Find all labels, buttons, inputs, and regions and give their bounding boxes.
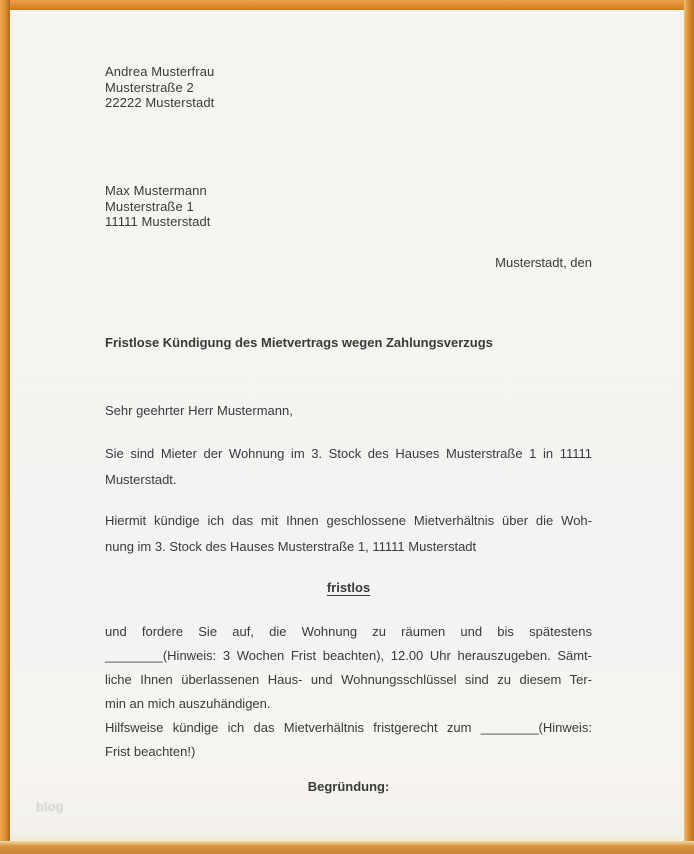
paragraph-line: und fordere Sie auf, die Wohnung zu räumen und bis spätestens (105, 624, 592, 639)
paragraph-line-with-blank: Hilfsweise kündige ich das Mietverhältnis fristgerecht zum ________(Hinweis: (105, 720, 592, 735)
paragraph-line: Frist beachten!) (105, 744, 196, 759)
frame-edge-right (684, 0, 694, 854)
paragraph-line: liche Ihnen überlassenen Haus- und Wohnungsschlüssel sind zu diesem Ter- (105, 672, 592, 687)
recipient-address-block (105, 183, 211, 230)
paragraph-line: Sie sind Mieter der Wohnung im 3. Stock des Hauses Musterstraße 1 in 11111 (105, 446, 592, 461)
sender-city: 22222 Musterstadt (105, 95, 215, 110)
blog-watermark: blog (35, 798, 64, 815)
sender-street: Musterstraße 2 (105, 79, 194, 95)
subject-line: Fristlose Kündigung des Mietvertrags wegen Zahlungsverzugs (105, 335, 493, 350)
paragraph-line: nung im 3. Stock des Hauses Musterstraße 1, 11111 Musterstadt (105, 538, 477, 554)
emphasis-word-wrap (105, 580, 592, 595)
recipient-name: Max Mustermann (105, 183, 207, 198)
letter-page (10, 10, 684, 841)
emphasis-word: fristlos (326, 580, 371, 595)
paragraph-line-with-blank: ________(Hinweis: 3 Wochen Frist beachten), 12.00 Uhr herauszugeben. Sämt- (105, 648, 592, 663)
recipient-street: Musterstraße 1 (105, 198, 194, 214)
reason-heading: Begründung: (307, 779, 390, 794)
sender-name: Andrea Musterfrau (105, 64, 215, 79)
paragraph-line: Musterstadt. (105, 471, 177, 487)
frame-edge-top (0, 0, 694, 10)
body-paragraph-3 (105, 620, 592, 764)
frame-edge-bottom (0, 841, 694, 854)
body-paragraph-1 (105, 441, 592, 492)
body-paragraph-2 (105, 508, 592, 559)
paragraph-line: min an mich auszuhändigen. (105, 696, 271, 711)
date-line: Musterstadt, den (495, 255, 592, 270)
paragraph-line: Hiermit kündige ich das mit Ihnen geschlossene Mietverhältnis über die Woh- (105, 513, 592, 528)
sender-address-block (105, 64, 214, 111)
salutation: Sehr geehrter Herr Mustermann, (105, 403, 293, 418)
frame-edge-left (0, 0, 10, 854)
recipient-city: 11111 Musterstadt (105, 214, 211, 229)
